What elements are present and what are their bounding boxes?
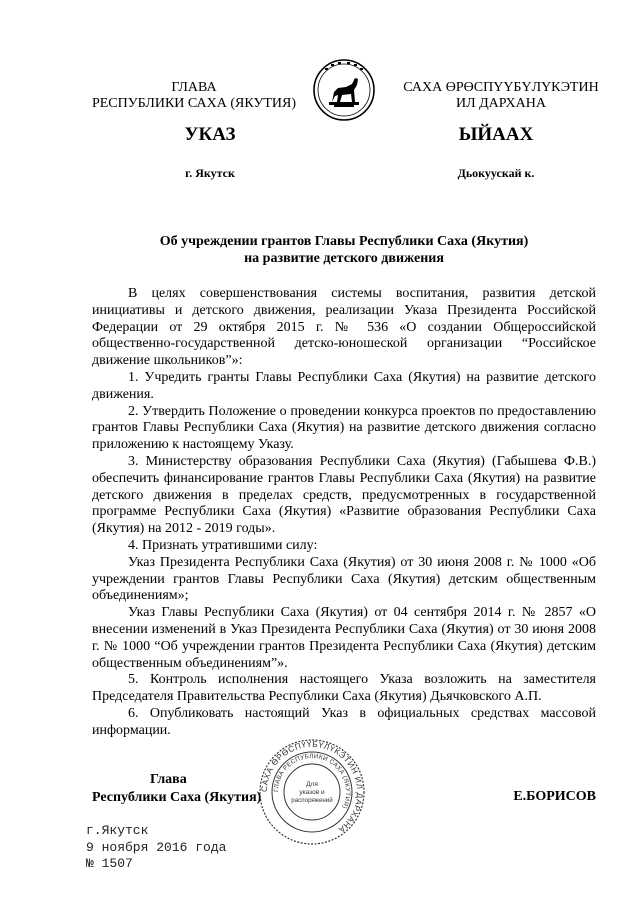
decree-title	[92, 233, 596, 267]
paragraph-3: 3. Министерству образования Республики Саха (Якутия) (Габышева Ф.В.) обеспечить финансирование грантов Главы Республики Саха (Якутия) на развитие детского движения в пределах средств, предусмотренных в государственной программе Республики Саха (Якутия) «Развитие образования Республики Саха (Якутия) на 2012 - 2019 годы».	[92, 453, 596, 537]
decree-title-line2: на развитие детского движения	[244, 251, 444, 266]
header-left-line1: ГЛАВА	[171, 80, 217, 95]
paragraph-preamble: В целях совершенствования системы воспитания, развития детской инициативы и детского движения, реализации Указа Президента Российской Федерации от 29 октября 2015 г. № 536 «О создании Общероссийской общественно-государственной детско-юношеской организации “Российское движение школьников”»:	[92, 286, 596, 369]
doc-type-ru: УКАЗ	[184, 124, 236, 145]
header-left	[86, 80, 302, 112]
footer-date: 9 ноября 2016 года	[86, 839, 227, 855]
header-right-line1: САХА ӨРӨСПҮҮБҮЛҮКЭТИН	[403, 80, 599, 95]
decree-title-line1: Об учреждении грантов Главы Республики Саха (Якутия)	[159, 234, 529, 249]
signature-title	[92, 771, 272, 807]
paragraph-6: 6. Опубликовать настоящий Указ в официальных средствах массовой информации.	[92, 705, 596, 738]
decree-body	[92, 286, 596, 740]
paragraph-2: 2. Утвердить Положение о проведении конкурса проектов по предоставлению грантов Главы Республики Саха (Якутия) на развитие детского движения согласно приложению к настоящему Указу.	[92, 403, 596, 453]
footer-number: № 1507	[86, 856, 133, 871]
official-seal-stamp	[258, 738, 366, 846]
paragraph-1: 1. Учредить гранты Главы Республики Саха (Якутия) на развитие детского движения.	[92, 369, 596, 402]
header-left-line2: РЕСПУБЛИКИ САХА (ЯКУТИЯ)	[91, 96, 297, 111]
header-right	[394, 80, 608, 112]
paragraph-4: 4. Признать утратившими силу:	[128, 537, 318, 553]
seal-center-line3: распоряжений	[291, 797, 333, 804]
city-sakha: Дьокуускай к.	[457, 166, 535, 180]
coat-of-arms-emblem	[312, 58, 376, 122]
doc-type-sakha: ЫЙААХ	[458, 124, 534, 145]
city-ru: г. Якутск	[185, 166, 235, 180]
seal-center-line2: указов и	[299, 789, 325, 796]
footer-city: г.Якутск	[86, 823, 149, 838]
paragraph-5: 5. Контроль исполнения настоящего Указа возложить на заместителя Председателя Правительства Республики Саха (Якутия) Дьячковского А.П.	[92, 672, 596, 705]
header-right-line2: ИЛ ДАРХАНА	[455, 96, 546, 111]
footer-registration	[86, 823, 226, 873]
signature-title-line2: Республики Саха (Якутия)	[92, 790, 262, 805]
signature-name: Е.БОРИСОВ	[513, 789, 596, 804]
signature-title-line1: Глава	[150, 772, 187, 787]
paragraph-4b: Указ Главы Республики Саха (Якутия) от 04 сентября 2014 г. № 2857 «О внесении изменений в Указ Президента Республики Саха (Якутия) от 30 июня 2008 г. № 1000 “Об учреждении грантов Президента Республики Саха (Якутия) детским общественным объединениям”».	[92, 605, 596, 671]
paragraph-4a: Указ Президента Республики Саха (Якутия) от 30 июня 2008 г. № 1000 «Об учреждении грантов Главы Республики Саха (Якутия) детским общественным объединениям»;	[92, 554, 596, 604]
seal-outer-text: САХА ӨРӨСПҮҮБҮЛҮКЭТИН ИЛ ДАРХАНА	[259, 739, 365, 835]
seal-inner-text: ГЛАВА РЕСПУБЛИКИ САХА (ЯКУТИЯ)	[272, 752, 352, 810]
seal-center-line1: Для	[306, 781, 318, 788]
